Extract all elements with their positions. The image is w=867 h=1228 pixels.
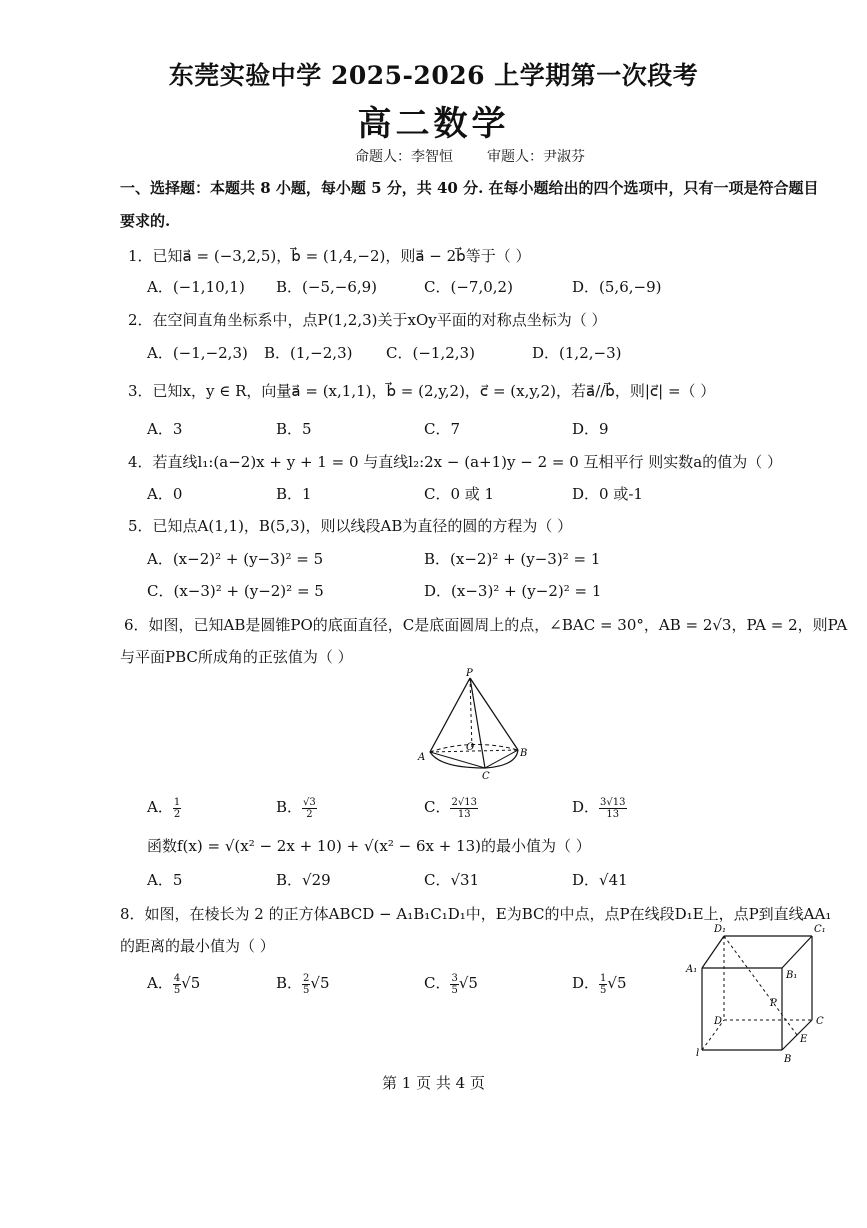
q6-c-label: C． bbox=[424, 798, 451, 816]
q8-option-b bbox=[276, 972, 330, 996]
q1-option-a: A．(−1,10,1) bbox=[147, 278, 245, 296]
label-d: D bbox=[714, 1016, 723, 1027]
q8-d-denominator: 5 bbox=[600, 984, 607, 996]
edge-pa bbox=[430, 678, 470, 752]
q4-option-a: A．0 bbox=[147, 485, 183, 503]
q8-a-root: √5 bbox=[181, 974, 201, 992]
q8-b-denominator: 5 bbox=[303, 984, 310, 996]
question-4-stem: 4．若直线l₁:(a−2)x + y + 1 = 0 与直线l₂:2x − (a+1)y − 2 = 0 互相平行 则实数a的值为（ ） bbox=[128, 453, 783, 471]
q7-option-a: A．5 bbox=[147, 871, 183, 889]
cone-figure bbox=[410, 668, 535, 780]
q8-a-numerator: 4 bbox=[173, 972, 181, 984]
q4-option-b: B．1 bbox=[276, 485, 312, 503]
label-a1: A₁ bbox=[686, 964, 698, 975]
q2-option-a: A．(−1,−2,3) bbox=[147, 344, 248, 362]
label-e: E bbox=[800, 1034, 808, 1045]
question-3-stem: 3．已知x，y ∈ R，向量a⃗ = (x,1,1)，b⃗ = (2,y,2)，c⃗ = (x,y,2)，若a⃗//b⃗，则|c⃗| =（ ） bbox=[128, 382, 716, 400]
edge-a1d1 bbox=[702, 936, 724, 968]
q8-c-denominator: 5 bbox=[451, 984, 458, 996]
q2-option-d: D．(1,2,−3) bbox=[532, 344, 622, 362]
cube-figure bbox=[682, 918, 832, 1066]
label-a: A bbox=[418, 752, 426, 763]
label-d1: D₁ bbox=[714, 924, 727, 935]
label-p: P bbox=[466, 668, 473, 679]
q8-b-root: √5 bbox=[310, 974, 330, 992]
q1-option-b: B．(−5,−6,9) bbox=[276, 278, 378, 296]
label-c1: C₁ bbox=[814, 924, 826, 935]
label-b1: B₁ bbox=[786, 970, 798, 981]
section-heading-cont: 要求的. bbox=[120, 212, 171, 230]
q6-d-label: D． bbox=[572, 798, 600, 816]
q1-option-d: D．(5,6,−9) bbox=[572, 278, 662, 296]
q8-d-label: D． bbox=[572, 974, 600, 992]
q8-b-label: B． bbox=[276, 974, 303, 992]
question-6-stem-cont: 与平面PBC所成角的正弦值为（ ） bbox=[120, 648, 353, 666]
q7-option-b: B．√29 bbox=[276, 871, 331, 889]
question-6-stem: 6．如图，已知AB是圆锥PO的底面直径，C是底面圆周上的点，∠BAC = 30°，AB = 2√3，PA = 2，则PA bbox=[124, 616, 848, 634]
q8-a-fraction bbox=[173, 973, 181, 996]
q8-option-a bbox=[147, 972, 200, 996]
q6-d-denominator: 13 bbox=[606, 808, 620, 820]
q8-a-denominator: 5 bbox=[173, 984, 181, 996]
q3-option-a: A．3 bbox=[147, 420, 183, 438]
section-heading: 一、选择题：本题共 8 小题，每小题 5 分，共 40 分. 在每小题给出的四个选项中，只有一项是符合题目 bbox=[120, 179, 819, 197]
q6-a-numerator: 1 bbox=[173, 796, 181, 808]
q8-d-numerator: 1 bbox=[600, 972, 607, 984]
q5-option-d: D．(x−3)² + (y−2)² = 1 bbox=[424, 582, 602, 600]
label-a: l bbox=[696, 1048, 700, 1059]
question-7-stem: 函数f(x) = √(x² − 2x + 10) + √(x² − 6x + 13)的最小值为（ ） bbox=[147, 837, 591, 855]
q8-d-root: √5 bbox=[607, 974, 627, 992]
q6-b-fraction bbox=[302, 797, 317, 820]
page-footer: 第 1 页 共 4 页 bbox=[382, 1074, 485, 1092]
edge-b1c1 bbox=[782, 936, 812, 968]
q8-c-label: C． bbox=[424, 974, 451, 992]
q5-option-b: B．(x−2)² + (y−3)² = 1 bbox=[424, 550, 601, 568]
label-b: B bbox=[520, 748, 528, 759]
q8-c-root: √5 bbox=[458, 974, 478, 992]
label-p: P bbox=[770, 998, 777, 1009]
q3-option-d: D．9 bbox=[572, 420, 609, 438]
author-name: 命题人：李智恒 bbox=[355, 149, 453, 165]
q6-d-numerator: 3√13 bbox=[600, 796, 626, 808]
question-8-stem: 8．如图，在棱长为 2 的正方体ABCD − A₁B₁C₁D₁中，E为BC的中点，点P在线段D₁E上，点P到直线AA₁ bbox=[120, 905, 832, 923]
q6-option-b bbox=[276, 796, 317, 820]
q6-a-denominator: 2 bbox=[173, 808, 181, 820]
q6-option-c bbox=[424, 796, 478, 820]
q4-option-c: C．0 或 1 bbox=[424, 485, 495, 503]
q1-option-c: C．(−7,0,2) bbox=[424, 278, 513, 296]
label-b: B bbox=[784, 1054, 792, 1065]
q5-option-a: A．(x−2)² + (y−3)² = 5 bbox=[147, 550, 324, 568]
q2-option-c: C．(−1,2,3) bbox=[386, 344, 475, 362]
question-1-stem: 1．已知a⃗ = (−3,2,5)，b⃗ = (1,4,−2)，则a⃗ − 2b⃗等于（ ） bbox=[128, 247, 531, 265]
edge-pc bbox=[470, 678, 485, 768]
q3-option-c: C．7 bbox=[424, 420, 461, 438]
q3-option-b: B．5 bbox=[276, 420, 312, 438]
q5-option-c: C．(x−3)² + (y−2)² = 5 bbox=[147, 582, 324, 600]
reviewer-name: 审题人：尹淑芬 bbox=[487, 149, 585, 165]
question-5-stem: 5．已知点A(1,1)，B(5,3)，则以线段AB为直径的圆的方程为（ ） bbox=[128, 517, 573, 535]
q6-b-numerator: √3 bbox=[303, 796, 316, 808]
edge-pb bbox=[470, 678, 518, 750]
q8-option-c bbox=[424, 972, 478, 996]
q2-option-b: B．(1,−2,3) bbox=[264, 344, 353, 362]
label-c: C bbox=[816, 1016, 824, 1027]
q6-c-denominator: 13 bbox=[457, 808, 471, 820]
q6-d-fraction bbox=[599, 797, 626, 820]
q6-c-fraction bbox=[450, 797, 477, 820]
label-c: C bbox=[482, 771, 490, 780]
q6-c-numerator: 2√13 bbox=[451, 796, 477, 808]
q6-b-denominator: 2 bbox=[306, 808, 313, 820]
q8-option-d bbox=[572, 972, 627, 996]
exam-title: 东莞实验中学 2025-2026 上学期第一次段考 bbox=[168, 61, 699, 90]
q6-option-d bbox=[572, 796, 627, 820]
label-o: O bbox=[466, 742, 475, 753]
q6-a-fraction bbox=[173, 797, 181, 820]
subject-title: 高二数学 bbox=[357, 104, 510, 144]
question-2-stem: 2．在空间直角坐标系中，点P(1,2,3)关于xOy平面的对称点坐标为（ ） bbox=[128, 311, 607, 329]
question-8-stem-cont: 的距离的最小值为（ ） bbox=[120, 937, 275, 955]
q4-option-d: D．0 或-1 bbox=[572, 485, 643, 503]
author-line bbox=[355, 146, 619, 166]
q6-b-label: B． bbox=[276, 798, 303, 816]
q8-c-fraction bbox=[450, 973, 458, 996]
q6-a-label: A． bbox=[147, 798, 173, 816]
q7-option-c: C．√31 bbox=[424, 871, 480, 889]
q8-c-numerator: 3 bbox=[451, 972, 458, 984]
q8-b-numerator: 2 bbox=[303, 972, 310, 984]
q8-a-label: A． bbox=[147, 974, 173, 992]
q6-option-a bbox=[147, 796, 181, 820]
q7-option-d: D．√41 bbox=[572, 871, 628, 889]
